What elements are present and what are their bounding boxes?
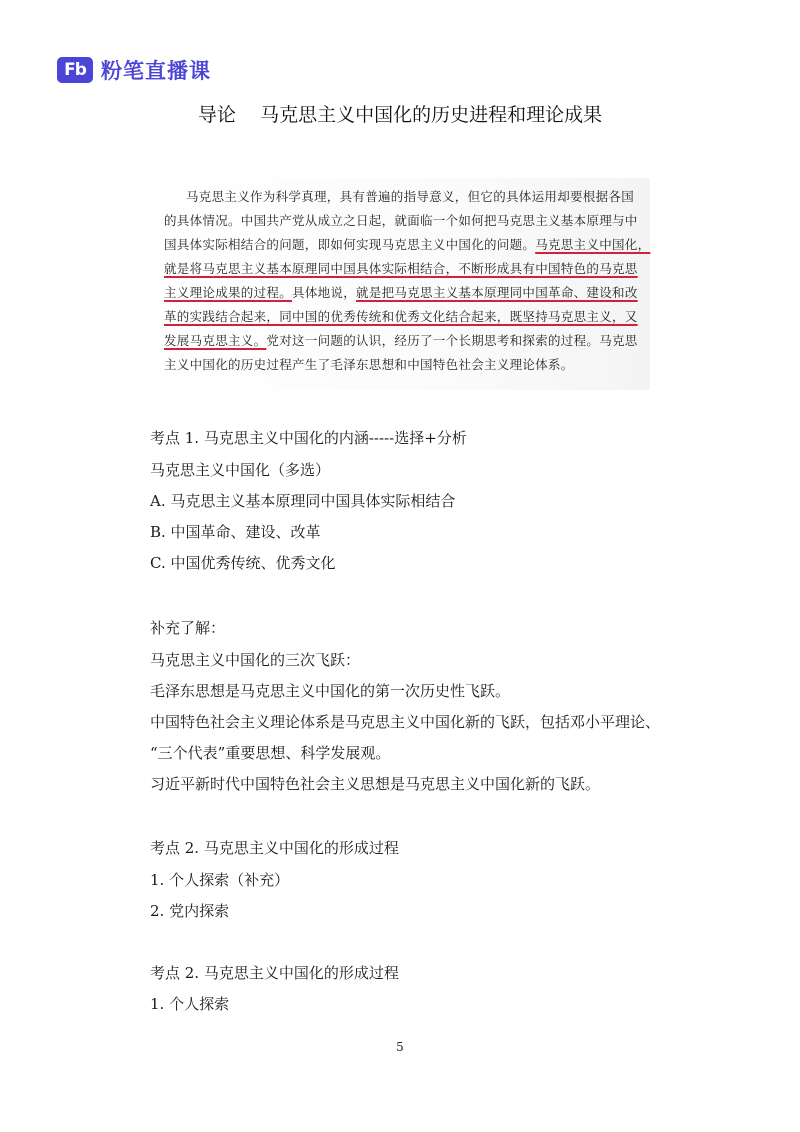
- brand-logo: [57, 55, 211, 85]
- excerpt-segment: 党对这一问题的认识，经历了一个长期思考和探索的过程。马克思: [266, 333, 638, 348]
- excerpt-segment: 具体地说，: [292, 285, 357, 300]
- body-line: “三个代表”重要思想、科学发展观。: [150, 744, 391, 762]
- option-a: A. 马克思主义基本原理同中国具体实际相结合: [150, 492, 456, 510]
- body-line: 1. 个人探索: [150, 995, 230, 1013]
- excerpt-highlight: 主义理论成果的过程。: [164, 285, 293, 300]
- page-title: 导论 马克思主义中国化的历史进程和理论成果: [197, 104, 603, 126]
- page-number: 5: [396, 1040, 404, 1054]
- excerpt-line: [164, 284, 638, 302]
- option-b: B. 中国革命、建设、改革: [150, 523, 321, 541]
- excerpt-line: 马克思主义作为科学真理，具有普遍的指导意义，但它的具体运用却要根据各国: [186, 189, 635, 204]
- excerpt-highlight: 就是把马克思主义基本原理同中国革命、建设和改: [356, 285, 638, 300]
- body-line: 马克思主义中国化（多选）: [150, 461, 331, 479]
- textbook-excerpt-image: [150, 178, 650, 390]
- body-line: 中国特色社会主义理论体系是马克思主义中国化新的飞跃，包括邓小平理论、: [150, 713, 661, 731]
- excerpt-line: [164, 332, 638, 350]
- supplement-heading: 补充了解：: [150, 619, 226, 637]
- body-line: 习近平新时代中国特色社会主义思想是马克思主义中国化新的飞跃。: [150, 775, 601, 793]
- section-heading: 考点 2. 马克思主义中国化的形成过程: [150, 964, 399, 982]
- excerpt-highlight: 就是将马克思主义基本原理同中国具体实际相结合，不断形成具有中国特色的马克思: [164, 261, 638, 276]
- section-heading: 考点 1. 马克思主义中国化的内涵-----选择+分析: [150, 429, 467, 447]
- excerpt-highlight: 发展马克思主义。: [164, 333, 267, 348]
- excerpt-line: [164, 308, 638, 326]
- option-c: C. 中国优秀传统、优秀文化: [150, 554, 336, 572]
- section-heading: 考点 2. 马克思主义中国化的形成过程: [150, 839, 399, 857]
- excerpt-highlight: 马克思主义中国化，: [535, 237, 651, 252]
- excerpt-line: 的具体情况。中国共产党从成立之日起，就面临一个如何把马克思主义基本原理与中: [164, 213, 638, 228]
- excerpt-segment: 国具体实际相结合的问题，即如何实现马克思主义中国化的问题。: [164, 237, 536, 252]
- brand-name: 粉笔直播课: [101, 59, 211, 83]
- body-line: 2. 党内探索: [150, 902, 230, 920]
- body-line: 毛泽东思想是马克思主义中国化的第一次历史性飞跃。: [150, 682, 511, 700]
- body-line: 马克思主义中国化的三次飞跃：: [150, 651, 361, 669]
- excerpt-line: [164, 260, 638, 278]
- excerpt-highlight: 革的实践结合起来，同中国的优秀传统和优秀文化结合起来，既坚持马克思主义，又: [164, 309, 638, 324]
- excerpt-line: 主义中国化的历史过程产生了毛泽东思想和中国特色社会主义理论体系。: [164, 357, 574, 372]
- excerpt-line: [164, 236, 650, 254]
- fb-logo-icon: Fb: [57, 57, 93, 83]
- body-line: 1. 个人探索（补充）: [150, 871, 290, 889]
